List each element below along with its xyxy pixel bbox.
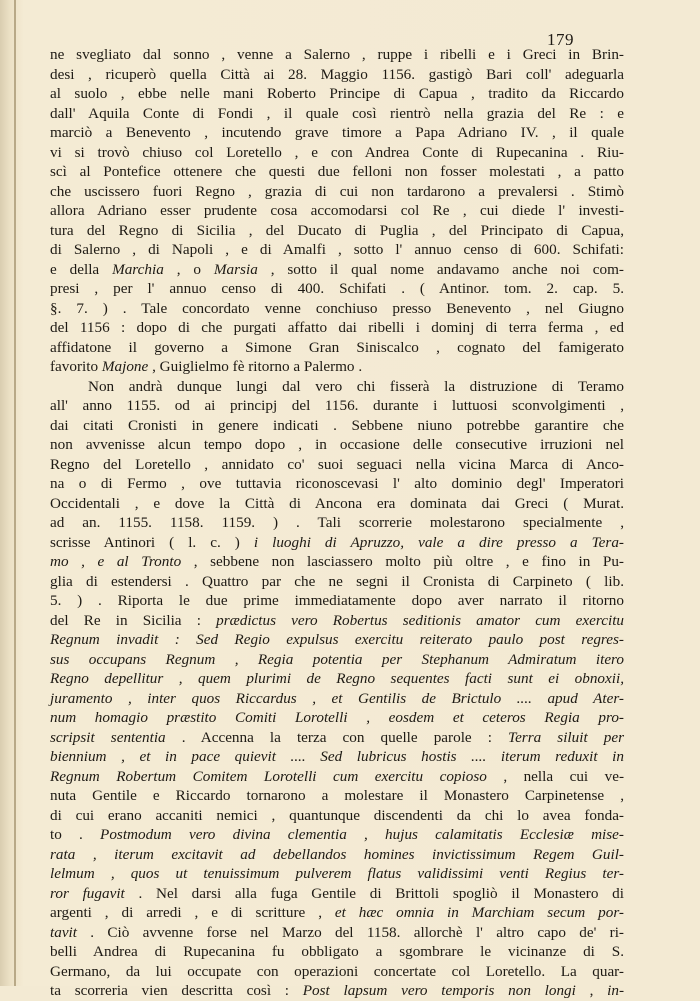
italic-text-segment: i luoghi di Apruzzo, vale a dire presso a Tera- <box>253 533 624 551</box>
text-line <box>50 299 624 319</box>
text-segment: 5. ) . Riporta le due prime immediatamente dopo aver narrato il ritorno <box>50 592 624 609</box>
italic-text-segment: tavit <box>50 923 77 941</box>
text-line <box>50 45 624 65</box>
text-line <box>50 279 624 299</box>
italic-text-segment: rata , iterum excitavit ad debellandos homines invictissimum Regem Guil- <box>50 845 624 863</box>
text-line <box>50 65 624 85</box>
text-line <box>50 942 624 962</box>
text-segment: del 1156 : dopo di che purgati affatto dai ribelli i dominj di terra ferma , ed <box>50 319 624 336</box>
text-line <box>50 377 624 397</box>
italic-text-segment: Majone <box>101 358 149 375</box>
text-segment: scrisse Antinori ( l. c. ) <box>50 533 254 551</box>
text-segment: scì al Pontefice ottenere che questi due felloni non fosser molestati , a patto <box>50 163 624 180</box>
text-line <box>50 572 624 592</box>
body-text <box>50 45 624 1001</box>
text-segment: nuta Gentile e Riccardo tornarono a molestare il Monastero Carpinetense , <box>50 787 624 804</box>
text-segment: , o <box>163 260 214 278</box>
italic-text-segment: biennium , et in pace quievit .... Sed lubricus hostis .... iterum reduxit in <box>50 748 624 765</box>
text-line <box>50 84 624 104</box>
text-segment: Occidentali , e dove la Città di Ancona era dominata dai Greci ( Murat. <box>50 494 624 512</box>
text-line <box>50 338 624 358</box>
text-line <box>50 494 624 514</box>
text-segment: non avvenisse alcun tempo dopo , in occasione delle consecutive irruzioni nel <box>50 436 624 453</box>
text-segment: presi , per l' annuo censo di 400. Schifati . ( Antinor. tom. 2. cap. 5. <box>50 280 624 297</box>
text-line <box>50 162 624 182</box>
text-segment: dai citati Cronisti in genere indicati . Sebbene niuno potrebbe garantire che <box>50 416 624 434</box>
text-line <box>50 221 624 241</box>
text-line <box>50 845 624 865</box>
text-line <box>50 747 624 767</box>
italic-text-segment: Terra siluit per <box>508 728 624 746</box>
italic-text-segment: Regnum invadit : Sed Regio expulsus exercitu reiterato paulo post regres- <box>50 631 624 648</box>
text-segment: vi si trovò chiuso col Loretello , e con Andrea Conte di Rupecanina . Riu- <box>50 143 624 161</box>
text-segment: desi , ricuperò quella Città ai 28. Maggio 1156. gastigò Bari coll' adeguarla <box>50 65 624 83</box>
text-segment: na o di Fermo , ove tuttavia riconoscevasi l' alto dominio degl' Imperatori <box>50 475 624 492</box>
text-segment: . Ciò avvenne forse nel Marzo del 1158. allorchè l' altro capo de' ri- <box>77 923 624 941</box>
text-segment: , nella cui ve- <box>486 767 624 785</box>
text-line <box>50 611 624 631</box>
text-line <box>50 708 624 728</box>
text-segment: ta scorreria vien descritta così : <box>50 982 303 999</box>
italic-text-segment: Marchia <box>112 260 164 278</box>
text-line <box>50 318 624 338</box>
text-line <box>50 416 624 436</box>
text-segment: al suolo , ebbe nelle mani Roberto Principe di Capua , tradito da Riccardo <box>50 85 624 102</box>
italic-text-segment: Regno depellitur , quem plurimi de Regno sequentes facti sunt ei obnoxii, <box>50 670 624 687</box>
text-segment: , <box>575 982 608 999</box>
italic-text-segment: mo , e al Tronto <box>50 553 182 570</box>
text-segment: Germano, da lui occupate con operazioni concertate col Loretello. La quar- <box>50 962 624 980</box>
text-segment: e della <box>50 260 113 278</box>
italic-text-segment: sus occupans Regnum , Regia potentia per Stephanum Admiratum itero <box>50 650 624 668</box>
text-segment: di cui erano accaniti nemici , quantunque discendenti da chi lo avea fonda- <box>50 806 624 824</box>
text-line <box>50 786 624 806</box>
text-line <box>50 669 624 689</box>
text-line <box>50 357 624 377</box>
text-line <box>50 104 624 124</box>
italic-text-segment: lelmum , quos ut tenuissimum pulverem flatus validissimi venti Regius ter- <box>50 865 624 882</box>
text-segment: ne svegliato dal sonno , venne a Salerno , ruppe i ribelli e i Greci in Brin- <box>50 46 624 63</box>
text-segment: , sebbene non lasciassero molto più oltre , e fino in Pu- <box>181 553 624 570</box>
text-segment: allora Adriano esser prudente cosa accomodarsi col Re , cui diede l' investi- <box>50 202 624 219</box>
italic-text-segment: Post lapsum vero temporis non longi <box>302 982 576 999</box>
text-line <box>50 864 624 884</box>
text-segment: favorito <box>50 358 102 375</box>
text-line <box>50 435 624 455</box>
italic-text-segment: Regnum Robertum Comitem Lorotelli cum exercitu copioso <box>50 767 487 785</box>
text-segment: §. 7. ) . Tale concordato venne conchiuso presso Benevento , nel Giugno <box>50 299 624 317</box>
text-segment: affidatone il governo a Simone Gran Siniscalco , cognato del famigerato <box>50 338 624 356</box>
text-line <box>50 143 624 163</box>
text-line <box>50 201 624 221</box>
text-segment: Non andrà dunque lungi dal vero chi fisserà la distruzione di Teramo <box>88 377 624 395</box>
text-line <box>50 981 624 1001</box>
text-segment: del Re in Sicilia : <box>50 611 217 629</box>
text-segment: che uscissero fuori Regno , grazia di cui non tardarono a prevalersi . Stimò <box>50 182 624 200</box>
text-line <box>50 513 624 533</box>
text-line <box>50 962 624 982</box>
text-line <box>50 182 624 202</box>
italic-text-segment: Postmodum vero divina clementia , hujus calamitatis Ecclesiæ mise- <box>100 826 624 843</box>
italic-text-segment: num homagio præstito Comiti Lorotelli , eosdem et ceteros Regia pro- <box>50 709 624 726</box>
text-segment: all' anno 1155. od ai principj del 1156. durante i luttuosi sconvolgimenti , <box>50 397 624 414</box>
text-segment: marciò a Benevento , incutendo grave timore a Papa Adriano IV. , il quale <box>50 124 624 141</box>
italic-text-segment: prædictus vero Robertus seditionis amator cum exercitu <box>216 611 625 629</box>
text-line <box>50 123 624 143</box>
text-line <box>50 630 624 650</box>
text-segment: di Salerno , di Napoli , e di Amalfi , sotto l' annuo censo di 600. Schifati: <box>50 241 624 258</box>
text-segment: tura del Regno di Sicilia , del Ducato di Puglia , del Principato di Capua, <box>50 221 624 239</box>
text-line <box>50 240 624 260</box>
text-line <box>50 591 624 611</box>
text-line <box>50 884 624 904</box>
text-line <box>50 533 624 553</box>
text-line <box>50 806 624 826</box>
text-segment: Regno del Loretello , annidato co' suoi seguaci nella vicina Marca di Anco- <box>50 455 624 473</box>
italic-text-segment: Marsia <box>213 260 258 278</box>
text-segment: , Guiglielmo fè ritorno a Palermo . <box>148 358 363 375</box>
text-line <box>50 825 624 845</box>
text-segment: belli Andrea di Rupecanina fu obbligato a sgombrare le vicinanze di S. <box>50 943 624 960</box>
page-number: 179 <box>547 30 574 49</box>
text-segment: glia di estendersi . Quattro par che ne segni il Cronista di Carpineto ( lib. <box>50 572 624 590</box>
text-line <box>50 923 624 943</box>
text-segment: argenti , di arredi , e di scritture , <box>50 904 335 921</box>
text-line <box>50 455 624 475</box>
text-segment: . Accenna la terza con quelle parole : <box>165 728 509 746</box>
page-gutter-shadow <box>14 0 16 986</box>
text-segment: . Nel darsi alla fuga Gentile di Brittoli spogliò il Monastero di <box>124 884 624 902</box>
text-line <box>50 767 624 787</box>
italic-text-segment: et hæc omnia in Marchiam secum por- <box>334 904 624 921</box>
text-line <box>50 689 624 709</box>
text-segment: to . <box>50 826 101 843</box>
text-segment: , sotto il qual nome andavamo anche noi com- <box>257 260 624 278</box>
italic-text-segment: ror fugavit <box>50 884 125 902</box>
text-line <box>50 650 624 670</box>
text-line <box>50 728 624 748</box>
text-line <box>50 396 624 416</box>
italic-text-segment: scripsit sententia <box>50 728 166 746</box>
italic-text-segment: juramento , inter quos Riccardus , et Gentilis de Brictulo .... apud Ater- <box>50 689 624 707</box>
italic-text-segment: in- <box>607 982 625 999</box>
text-line <box>50 552 624 572</box>
text-segment: ad an. 1155. 1158. 1159. ) . Tali scorrerie molestarono specialmente , <box>50 514 624 531</box>
text-segment: dall' Aquila Conte di Fondi , il quale così rientrò nella grazia del Re : e <box>50 104 624 122</box>
text-line <box>50 903 624 923</box>
text-line <box>50 260 624 280</box>
text-line <box>50 474 624 494</box>
